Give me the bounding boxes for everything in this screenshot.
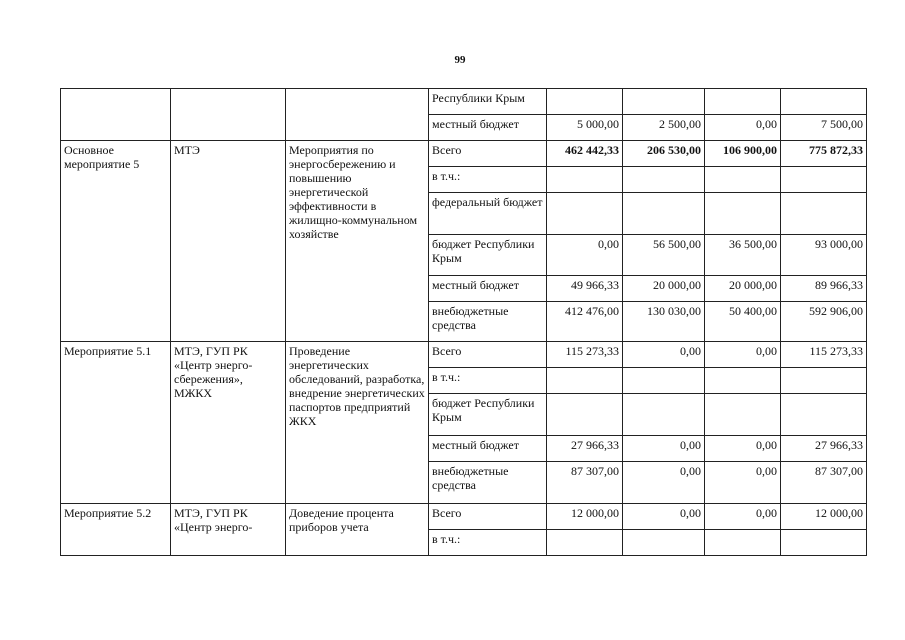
- value-cell: 93 000,00: [781, 235, 867, 276]
- value-cell: [623, 530, 705, 556]
- executor-cell: МТЭ: [171, 141, 286, 342]
- value-cell: 0,00: [623, 436, 705, 462]
- value-cell: [623, 89, 705, 115]
- value-cell: [781, 167, 867, 193]
- value-cell: 0,00: [623, 462, 705, 504]
- value-cell: 115 273,33: [547, 342, 623, 368]
- funding-source-cell: бюджет Республики Крым: [429, 394, 547, 436]
- page-number: 99: [454, 54, 466, 66]
- funding-source-cell: федеральный бюджет: [429, 193, 547, 235]
- value-cell: [781, 530, 867, 556]
- value-cell: [705, 193, 781, 235]
- value-cell: [781, 193, 867, 235]
- event-name-cell: Мероприятие 5.1: [61, 342, 171, 504]
- event-name-cell: [61, 89, 171, 141]
- value-cell: 89 966,33: [781, 276, 867, 302]
- value-cell: 130 030,00: [623, 302, 705, 342]
- value-cell: 27 966,33: [781, 436, 867, 462]
- value-cell: 87 307,00: [547, 462, 623, 504]
- value-cell: 12 000,00: [547, 504, 623, 530]
- description-cell: Проведение энергетических обследований, разработка, внедрение энергетических паспортов предприятий ЖКХ: [286, 342, 429, 504]
- value-cell: 20 000,00: [623, 276, 705, 302]
- value-cell: [781, 394, 867, 436]
- value-cell: 50 400,00: [705, 302, 781, 342]
- funding-source-cell: Всего: [429, 342, 547, 368]
- event-name-cell: Мероприятие 5.2: [61, 504, 171, 556]
- value-cell: 206 530,00: [623, 141, 705, 167]
- value-cell: 87 307,00: [781, 462, 867, 504]
- value-cell: 0,00: [547, 235, 623, 276]
- budget-table: [60, 88, 867, 556]
- value-cell: [547, 89, 623, 115]
- value-cell: [705, 89, 781, 115]
- funding-source-cell: бюджет Республики Крым: [429, 235, 547, 276]
- funding-source-cell: Республики Крым: [429, 89, 547, 115]
- table-row: [61, 504, 867, 530]
- value-cell: [547, 530, 623, 556]
- value-cell: 27 966,33: [547, 436, 623, 462]
- value-cell: 49 966,33: [547, 276, 623, 302]
- description-cell: Доведение процента приборов учета: [286, 504, 429, 556]
- value-cell: [623, 394, 705, 436]
- event-name-cell: Основное мероприятие 5: [61, 141, 171, 342]
- value-cell: 0,00: [623, 504, 705, 530]
- value-cell: 592 906,00: [781, 302, 867, 342]
- value-cell: [705, 167, 781, 193]
- value-cell: 462 442,33: [547, 141, 623, 167]
- value-cell: 7 500,00: [781, 115, 867, 141]
- value-cell: 0,00: [705, 436, 781, 462]
- value-cell: [781, 89, 867, 115]
- value-cell: [781, 368, 867, 394]
- value-cell: 0,00: [705, 462, 781, 504]
- funding-source-cell: в т.ч.:: [429, 368, 547, 394]
- funding-source-cell: в т.ч.:: [429, 530, 547, 556]
- funding-source-cell: местный бюджет: [429, 436, 547, 462]
- value-cell: [705, 530, 781, 556]
- funding-source-cell: в т.ч.:: [429, 167, 547, 193]
- value-cell: 115 273,33: [781, 342, 867, 368]
- value-cell: 36 500,00: [705, 235, 781, 276]
- value-cell: 12 000,00: [781, 504, 867, 530]
- funding-source-cell: местный бюджет: [429, 276, 547, 302]
- executor-cell: [171, 89, 286, 141]
- value-cell: 106 900,00: [705, 141, 781, 167]
- value-cell: [547, 193, 623, 235]
- value-cell: [547, 394, 623, 436]
- value-cell: 5 000,00: [547, 115, 623, 141]
- value-cell: 0,00: [705, 504, 781, 530]
- value-cell: 0,00: [705, 342, 781, 368]
- value-cell: 20 000,00: [705, 276, 781, 302]
- value-cell: 775 872,33: [781, 141, 867, 167]
- description-cell: Мероприятия по энергосбережению и повышению энергетической эффективности в жилищно-коммунальном хозяйстве: [286, 141, 429, 342]
- value-cell: 2 500,00: [623, 115, 705, 141]
- value-cell: [705, 368, 781, 394]
- value-cell: 412 476,00: [547, 302, 623, 342]
- value-cell: 0,00: [623, 342, 705, 368]
- funding-source-cell: внебюджетные средства: [429, 462, 547, 504]
- executor-cell: МТЭ, ГУП РК «Центр энерго-сбережения», МЖКХ: [171, 342, 286, 504]
- funding-source-cell: местный бюджет: [429, 115, 547, 141]
- table-row: [61, 89, 867, 115]
- value-cell: 0,00: [705, 115, 781, 141]
- executor-cell: МТЭ, ГУП РК «Центр энерго-: [171, 504, 286, 556]
- value-cell: [547, 167, 623, 193]
- funding-source-cell: Всего: [429, 504, 547, 530]
- funding-source-cell: Всего: [429, 141, 547, 167]
- value-cell: [623, 193, 705, 235]
- value-cell: [623, 368, 705, 394]
- value-cell: [547, 368, 623, 394]
- funding-source-cell: внебюджетные средства: [429, 302, 547, 342]
- value-cell: [623, 167, 705, 193]
- description-cell: [286, 89, 429, 141]
- table-row: [61, 342, 867, 368]
- value-cell: [705, 394, 781, 436]
- table-row: [61, 141, 867, 167]
- value-cell: 56 500,00: [623, 235, 705, 276]
